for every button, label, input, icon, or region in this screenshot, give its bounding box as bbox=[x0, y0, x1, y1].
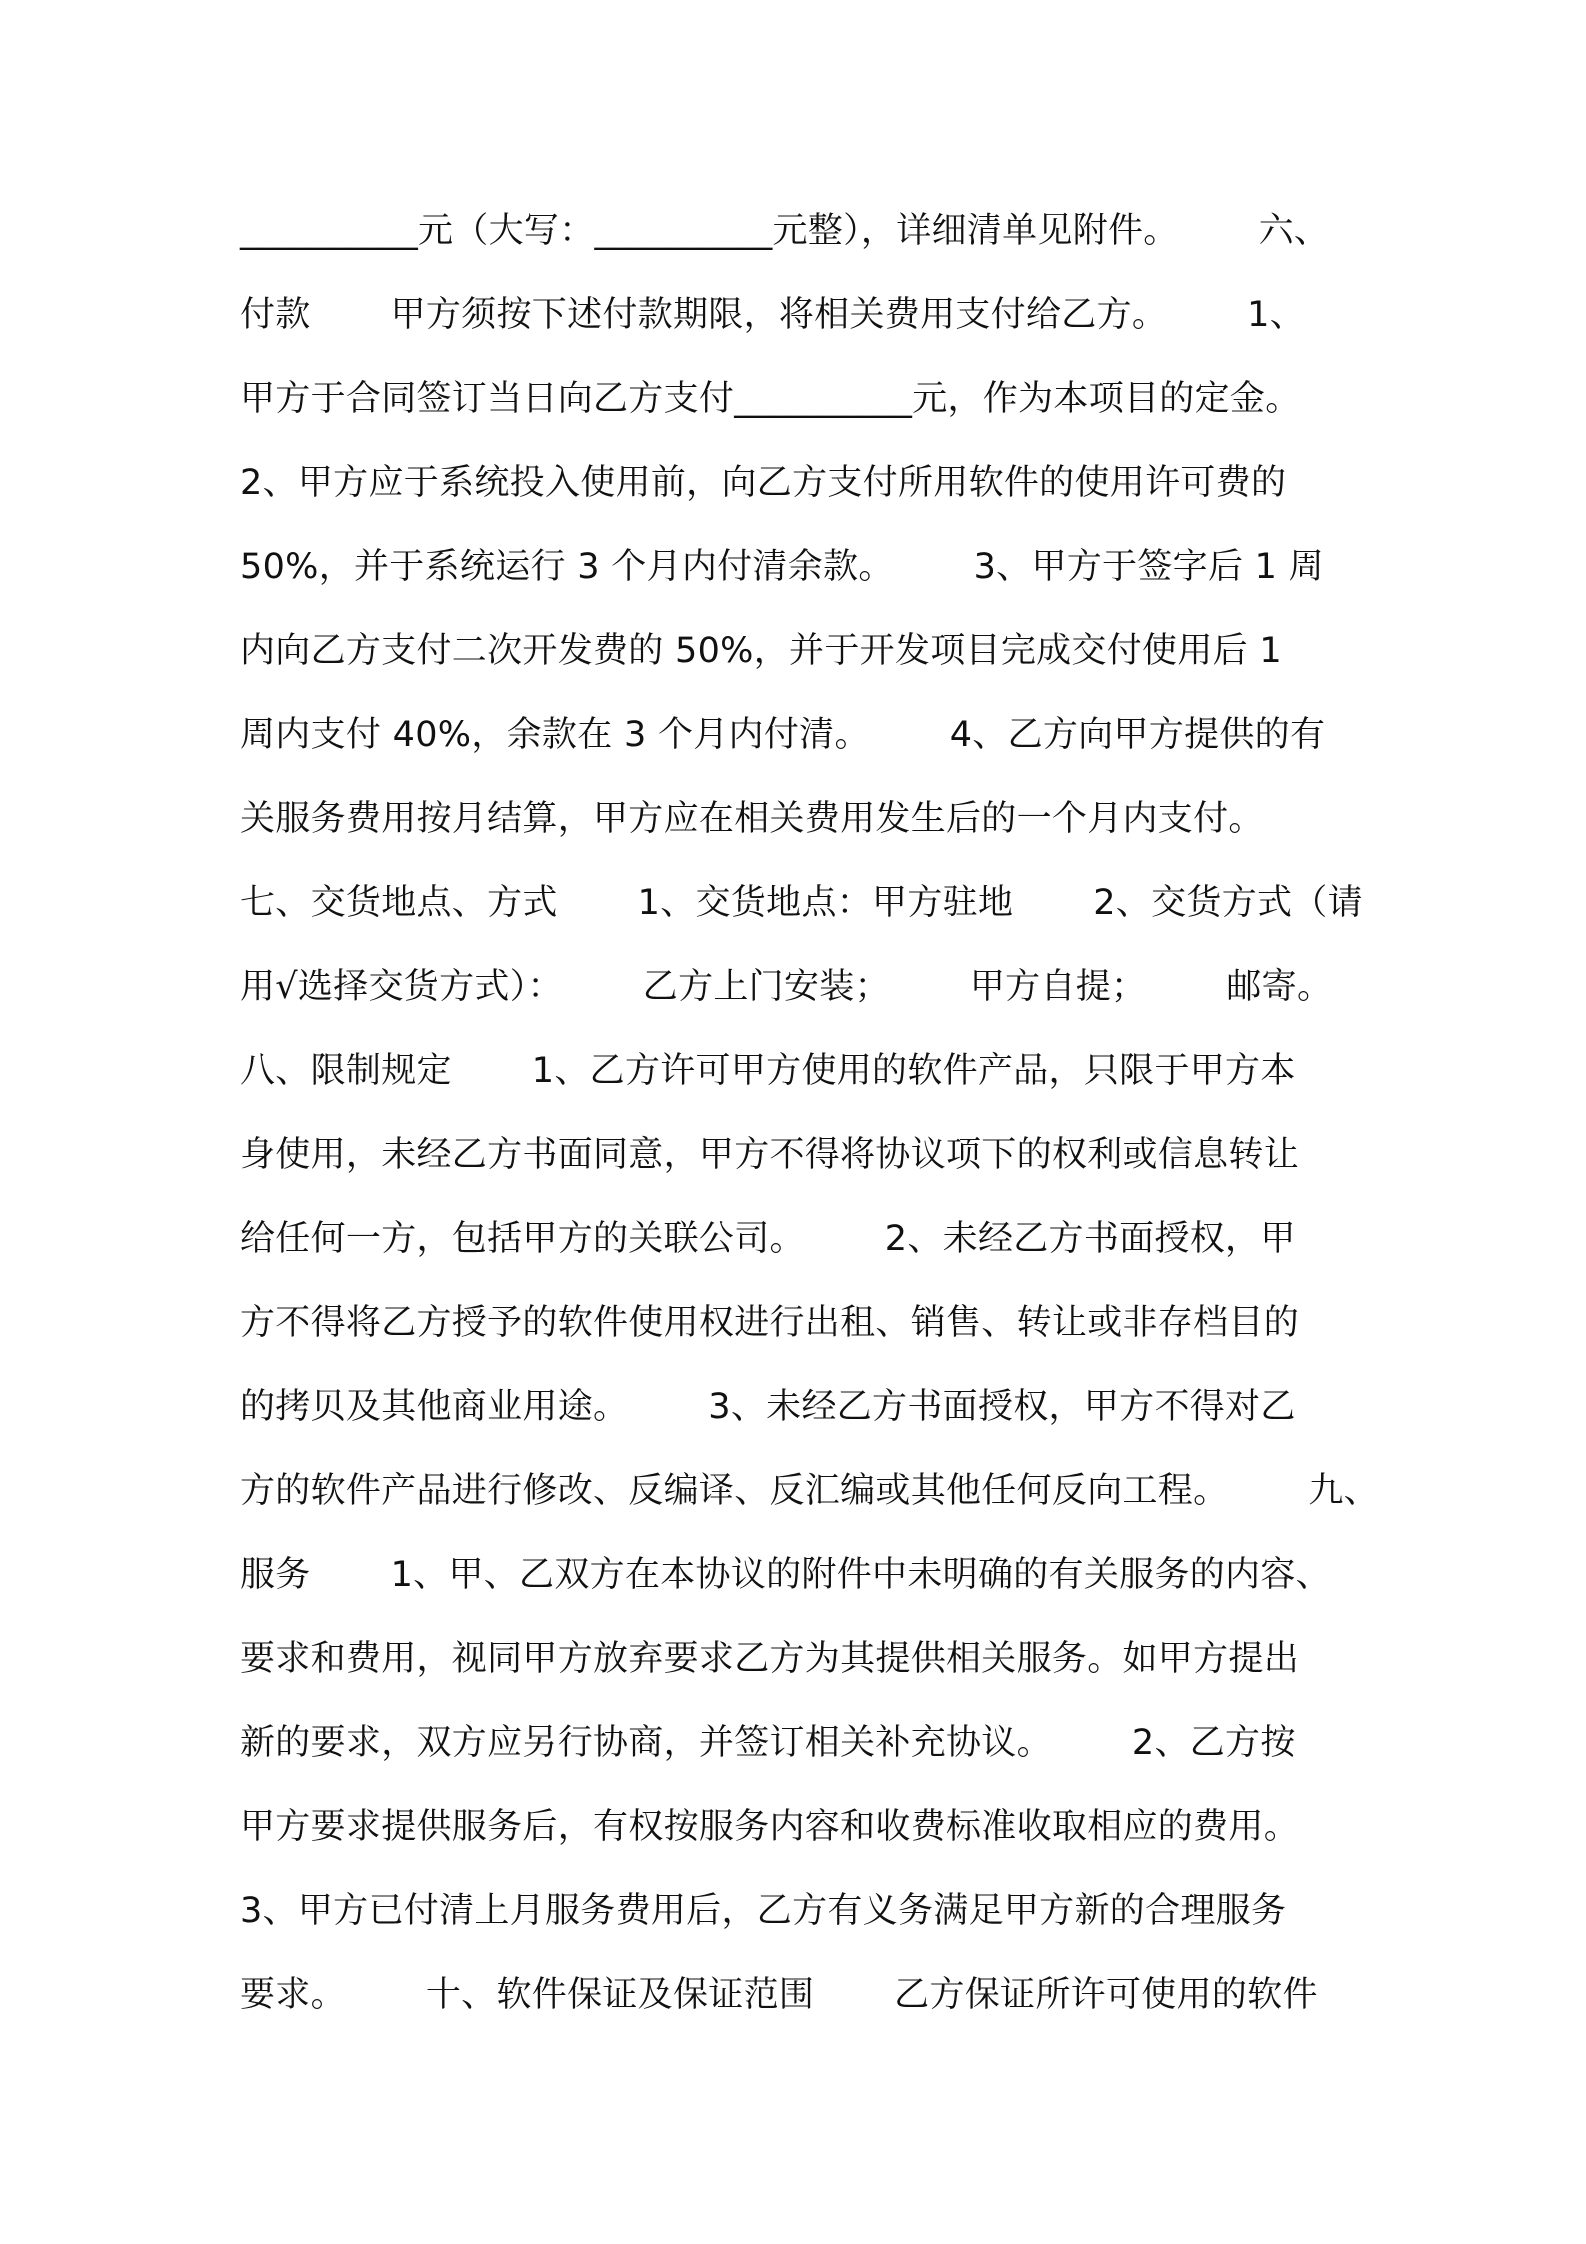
text-line: 周内支付 40%，余款在 3 个月内付清。 4、乙方向甲方提供的有 bbox=[240, 715, 1326, 755]
text-line: 方的软件产品进行修改、反编译、反汇编或其他任何反向工程。 九、 bbox=[240, 1471, 1379, 1511]
text-line: 内向乙方支付二次开发费的 50%，并于开发项目完成交付使用后 1 bbox=[240, 631, 1282, 671]
text-line: 八、限制规定 1、乙方许可甲方使用的软件产品，只限于甲方本 bbox=[240, 1051, 1296, 1091]
text-line: 用√选择交货方式）： 乙方上门安装； 甲方自提； 邮寄。 bbox=[240, 967, 1333, 1007]
text-line: 3、甲方已付清上月服务费用后，乙方有义务满足甲方新的合理服务 bbox=[240, 1891, 1287, 1931]
text-line: 七、交货地点、方式 1、交货地点：甲方驻地 2、交货方式（请 bbox=[240, 883, 1363, 923]
text-line: 的拷贝及其他商业用途。 3、未经乙方书面授权，甲方不得对乙 bbox=[240, 1387, 1296, 1427]
text-line: 身使用，未经乙方书面同意，甲方不得将协议项下的权利或信息转让 bbox=[240, 1135, 1300, 1175]
text-line: 方不得将乙方授予的软件使用权进行出租、销售、转让或非存档目的 bbox=[240, 1303, 1300, 1343]
text-line: 甲方于合同签订当日向乙方支付__________元，作为本项目的定金。 bbox=[240, 379, 1301, 419]
text-line: 服务 1、甲、乙双方在本协议的附件中未明确的有关服务的内容、 bbox=[240, 1555, 1331, 1595]
text-line: 付款 甲方须按下述付款期限，将相关费用支付给乙方。 1、 bbox=[240, 295, 1306, 335]
text-line: 新的要求，双方应另行协商，并签订相关补充协议。 2、乙方按 bbox=[240, 1723, 1296, 1763]
text-line: 要求和费用，视同甲方放弃要求乙方为其提供相关服务。如甲方提出 bbox=[240, 1639, 1300, 1679]
text-line: 给任何一方，包括甲方的关联公司。 2、未经乙方书面授权，甲 bbox=[240, 1219, 1296, 1259]
text-line: 关服务费用按月结算，甲方应在相关费用发生后的一个月内支付。 bbox=[240, 799, 1264, 839]
text-line: 50%，并于系统运行 3 个月内付清余款。 3、甲方于签字后 1 周 bbox=[240, 547, 1324, 587]
contract-body-text bbox=[240, 196, 1380, 2044]
text-line: __________元（大写：__________元整），详细清单见附件。 六、 bbox=[240, 211, 1330, 251]
text-line: 2、甲方应于系统投入使用前，向乙方支付所用软件的使用许可费的 bbox=[240, 463, 1287, 503]
text-line: 要求。 十、软件保证及保证范围 乙方保证所许可使用的软件 bbox=[240, 1975, 1318, 2015]
text-line: 甲方要求提供服务后，有权按服务内容和收费标准收取相应的费用。 bbox=[240, 1807, 1300, 1847]
